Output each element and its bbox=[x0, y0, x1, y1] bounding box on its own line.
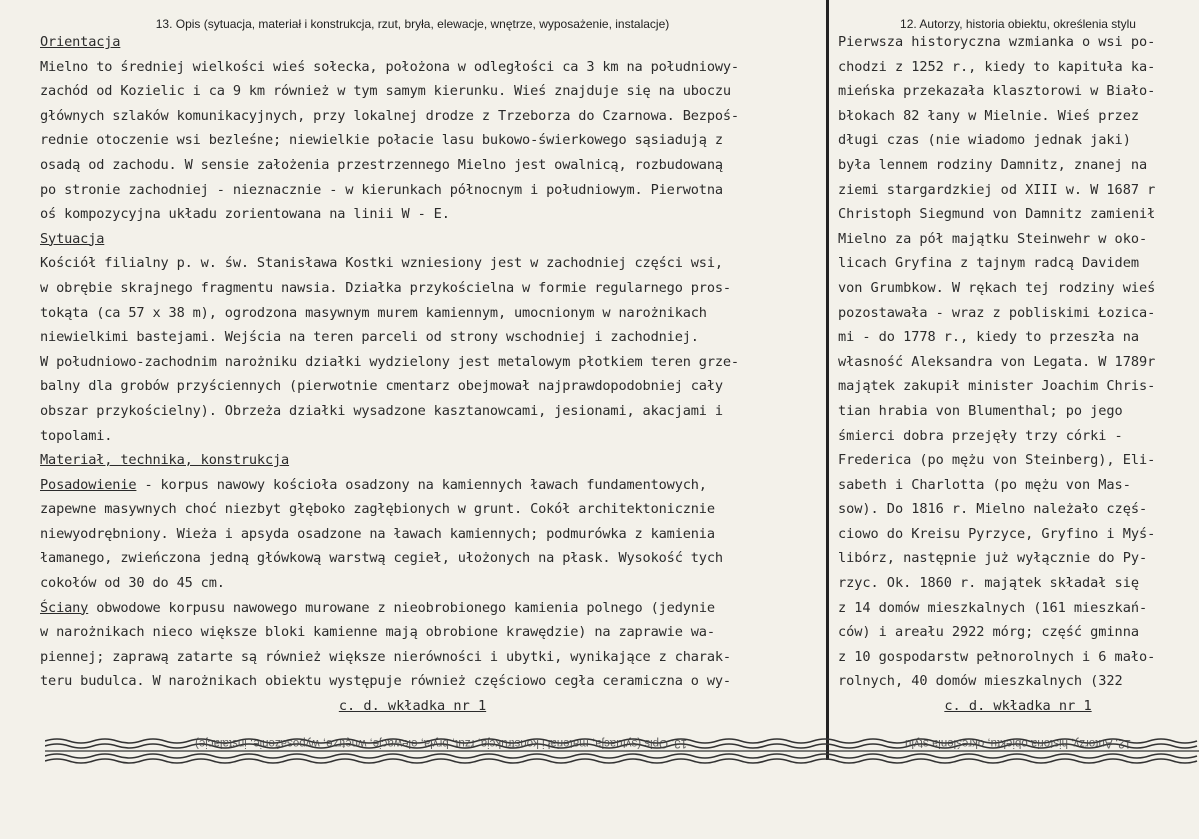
sciany-text: obwodowe korpusu nawowego murowane z nieobrobionego kamienia polnego (jedynie bbox=[88, 599, 715, 616]
description-column bbox=[40, 0, 825, 718]
history-text bbox=[838, 30, 1198, 694]
text-line: ziemi stargardzkiej od XIII w. W 1687 r bbox=[838, 181, 1156, 198]
text-line: sow). Do 1816 r. Mielno należało częś- bbox=[838, 501, 1148, 518]
mirrored-fold-band bbox=[45, 735, 1199, 775]
text-line: Mielno to średniej wielkości wieś sołecka, położona w odległości ca 3 km na południowy- bbox=[40, 58, 739, 75]
text-line: Mielno za pół majątku Steinwehr w oko- bbox=[838, 230, 1148, 247]
text-line: niewielkimi bastejami. Wejścia na teren parceli od strony wschodniej i zachodniej. bbox=[40, 329, 699, 346]
text-line: majątek zakupił minister Joachim Chris- bbox=[838, 378, 1156, 395]
text-line: w narożnikach nieco większe bloki kamienne mają obrobione krawędzie) na zaprawie wa- bbox=[40, 624, 715, 641]
text-line: rednie otoczenie wsi bezleśne; niewielkie połacie lasu bukowo-świerkowego sąsiadują z bbox=[40, 132, 723, 149]
text-line: cokołów od 30 do 45 cm. bbox=[40, 575, 225, 592]
text-line: błokach 82 łany w Mielnie. Wieś przez bbox=[838, 107, 1139, 124]
history-column bbox=[838, 0, 1198, 718]
text-line: Christoph Siegmund von Damnitz zamienił bbox=[838, 206, 1156, 223]
text-line: łamanego, zwieńczona jedną główkową warstwą cegieł, ułożonych na płask. Wysokość tych bbox=[40, 550, 723, 567]
text-line: rzyc. Ok. 1860 r. majątek składał się bbox=[838, 575, 1139, 592]
text-line: sabeth i Charlotta (po mężu von Mas- bbox=[838, 476, 1131, 493]
text-line: licach Gryfina z tajnym radcą Davidem bbox=[838, 255, 1139, 272]
text-line: obszar przykościelny). Obrzeża działki wysadzone kasztanowcami, jesionami, akacjami i bbox=[40, 402, 723, 419]
text-line: z 14 domów mieszkalnych (161 mieszkań- bbox=[838, 599, 1148, 616]
text-line: teru budulca. W narożnikach obiektu występuje również częściowo cegła ceramiczna o wy- bbox=[40, 673, 731, 690]
text-line: była lennem rodziny Damnitz, znanej na bbox=[838, 156, 1148, 173]
continuation-note-left: c. d. wkładka nr 1 bbox=[338, 698, 487, 715]
sytuacja-text bbox=[40, 251, 825, 448]
text-line: ców) i areału 2922 mórg; część gminna bbox=[838, 624, 1139, 641]
text-line: rolnych, 40 domów mieszkalnych (322 bbox=[838, 673, 1123, 690]
text-line: śmierci dobra przejęły trzy córki - bbox=[838, 427, 1123, 444]
text-line: balny dla grobów przyściennych (pierwotnie cmentarz obejmował najprawdopodobniej cały bbox=[40, 378, 723, 395]
heading-sytuacja: Sytuacja bbox=[40, 230, 105, 247]
text-line: długi czas (nie wiadomo jednak jaki) bbox=[838, 132, 1131, 149]
text-line: Frederica (po mężu von Steinberg), Eli- bbox=[838, 452, 1156, 469]
description-header: 13. Opis (sytuacja, materiał i konstrukcja, rzut, bryła, elewacje, wnętrze, wyposażenie, instalacje) bbox=[155, 17, 670, 31]
text-line: zachód od Kozielic i ca 9 km również w tym samym kierunku. Wieś znajduje się na uboczu bbox=[40, 83, 731, 100]
text-line: W południowo-zachodnim narożniku działki wydzielony jest metalowym płotkiem teren grze- bbox=[40, 353, 739, 370]
sciany-first-line bbox=[40, 596, 825, 621]
text-line: Pierwsza historyczna wzmianka o wsi po- bbox=[838, 34, 1156, 50]
heading-material: Materiał, technika, konstrukcja bbox=[40, 452, 290, 469]
text-line: własność Aleksandra von Legata. W 1789r bbox=[838, 353, 1156, 370]
text-line: von Grumbkow. W rękach tej rodziny wieś bbox=[838, 279, 1156, 296]
text-line: tian hrabia von Blumenthal; po jego bbox=[838, 402, 1123, 419]
posadowienie-text-block bbox=[40, 497, 825, 595]
text-line: niewyodrębniony. Wieża i apsyda osadzone na ławach kamiennych; podmurówka z kamienia bbox=[40, 525, 715, 542]
sciany-text-block bbox=[40, 620, 825, 694]
text-line: zapewne masywnych choć niezbyt głęboko zagłębionych w grunt. Cokół architektonicznie bbox=[40, 501, 715, 518]
text-line: głównych szlaków komunikacyjnych, przy lokalnej drodze z Trzeborza do Czarnowa. Bezpoś- bbox=[40, 107, 739, 124]
text-line: ciowo do Kreisu Pyrzyce, Gryfino i Myś- bbox=[838, 525, 1156, 542]
heading-orientacja: Orientacja bbox=[40, 34, 121, 50]
text-line: tokąta (ca 57 x 38 m), ogrodzona masywnym murem kamiennym, umocnionym w narożnikach bbox=[40, 304, 707, 321]
text-line: piennej; zaprawą zatarte są również większe nierówności i ubytki, wynikające z charak- bbox=[40, 648, 731, 665]
continuation-note-right: c. d. wkładka nr 1 bbox=[944, 698, 1092, 715]
sciany-label: Ściany bbox=[40, 599, 89, 616]
text-line: oś kompozycyjna układu zorientowana na linii W - E. bbox=[40, 206, 450, 223]
text-line: libórz, następnie już wyłącznie do Py- bbox=[838, 550, 1148, 567]
text-line: topolami. bbox=[40, 427, 113, 444]
history-header: 12. Autorzy, historia obiektu, określenia stylu bbox=[900, 17, 1136, 31]
posadowienie-text: - korpus nawowy kościoła osadzony na kamiennych ławach fundamentowych, bbox=[136, 476, 707, 493]
column-divider bbox=[826, 0, 829, 760]
text-line: mi - do 1778 r., kiedy to przeszła na bbox=[838, 329, 1139, 346]
text-line: osadą od zachodu. W sensie założenia przestrzennego Mielno jest owalnicą, rozbudowaną bbox=[40, 156, 723, 173]
text-line: z 10 gospodarstw pełnorolnych i 6 mało- bbox=[838, 648, 1156, 665]
text-line: w obrębie skrajnego fragmentu nawsia. Działka przykościelna w formie regularnego pros- bbox=[40, 279, 731, 296]
text-line: po stronie zachodniej - nieznacznie - w kierunkach północnym i południowym. Pierwotna bbox=[40, 181, 723, 198]
text-line: chodzi z 1252 r., kiedy to kapituła ka- bbox=[838, 58, 1156, 75]
orientacja-text bbox=[40, 55, 825, 227]
posadowienie-label: Posadowienie bbox=[40, 476, 137, 493]
text-line: Kościół filialny p. w. św. Stanisława Kostki wzniesiony jest w zachodniej części wsi, bbox=[40, 255, 723, 272]
mirrored-header-right: 12. Autorzy, historia obiektu, określenia stylu bbox=[905, 737, 1132, 749]
posadowienie-first-line bbox=[40, 473, 825, 498]
text-line: mieńska przekazała klasztorowi w Biało- bbox=[838, 83, 1156, 100]
text-line: pozostawała - wraz z pobliskimi Łozica- bbox=[838, 304, 1156, 321]
mirrored-header-left: 13. Opis (sytuacja, materiał i konstrukcja, rzut, bryła, elewacje, wnętrze, wyposażenie, instalacje) bbox=[195, 737, 688, 749]
